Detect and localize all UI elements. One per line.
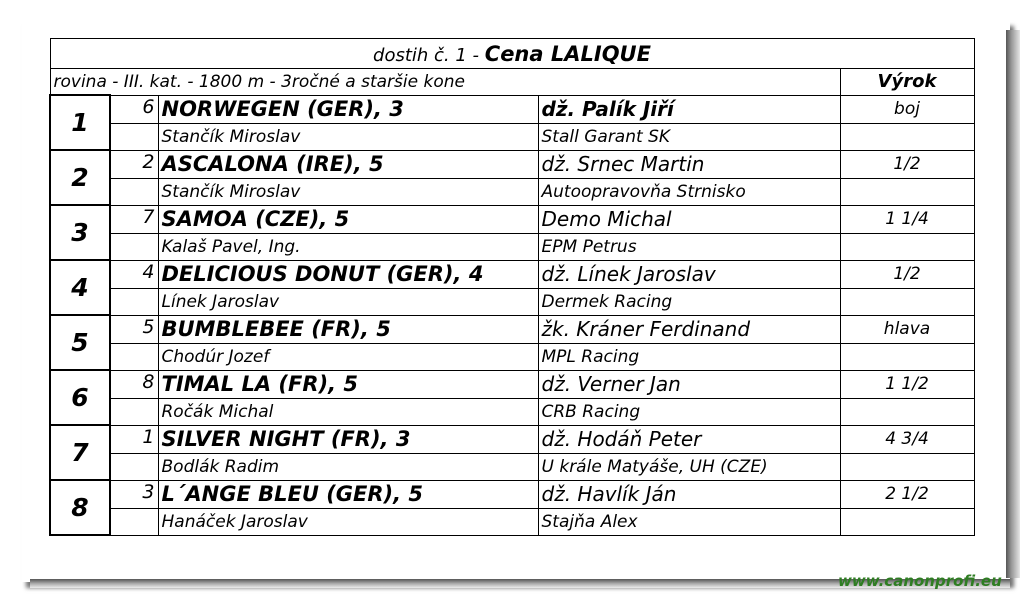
margin-spacer	[840, 178, 974, 205]
owner-name: Dermek Racing	[538, 288, 840, 315]
start-number: 3	[110, 480, 158, 508]
start-number: 7	[110, 205, 158, 233]
card-shadow-right	[1006, 30, 1020, 578]
jockey-name: dž. Hodáň Peter	[538, 425, 840, 453]
start-number: 8	[110, 370, 158, 398]
jockey-name: dž. Línek Jaroslav	[538, 260, 840, 288]
horse-name: NORWEGEN (GER), 3	[158, 95, 538, 123]
margin-spacer	[840, 453, 974, 480]
margin-spacer	[840, 123, 974, 150]
finish-margin: 4 3/4	[840, 425, 974, 453]
start-number-spacer	[110, 508, 158, 535]
horse-name: DELICIOUS DONUT (GER), 4	[158, 260, 538, 288]
owner-name: CRB Racing	[538, 398, 840, 425]
finish-margin: 1/2	[840, 260, 974, 288]
trainer-name: Kalaš Pavel, Ing.	[158, 233, 538, 260]
race-prefix: dostih č. 1 -	[373, 44, 485, 66]
result-row	[50, 260, 974, 288]
race-title	[50, 39, 974, 69]
result-row-detail	[50, 288, 974, 315]
result-row	[50, 370, 974, 398]
result-row	[50, 95, 974, 123]
finish-margin: boj	[840, 95, 974, 123]
result-row-detail	[50, 508, 974, 535]
start-number-spacer	[110, 343, 158, 370]
result-column-header: Výrok	[840, 69, 974, 96]
result-row	[50, 150, 974, 178]
finish-position: 1	[50, 95, 110, 150]
start-number-spacer	[110, 398, 158, 425]
jockey-name: dž. Srnec Martin	[538, 150, 840, 178]
result-row	[50, 315, 974, 343]
horse-name: SAMOA (CZE), 5	[158, 205, 538, 233]
finish-position: 6	[50, 370, 110, 425]
result-row	[50, 205, 974, 233]
start-number-spacer	[110, 453, 158, 480]
owner-name: Autoopravovňa Strnisko	[538, 178, 840, 205]
jockey-name: dž. Palík Jiří	[538, 95, 840, 123]
finish-position: 7	[50, 425, 110, 480]
finish-margin: hlava	[840, 315, 974, 343]
trainer-name: Ročák Michal	[158, 398, 538, 425]
finish-position: 3	[50, 205, 110, 260]
start-number-spacer	[110, 123, 158, 150]
result-row-detail	[50, 398, 974, 425]
start-number: 4	[110, 260, 158, 288]
horse-name: L´ANGE BLEU (GER), 5	[158, 480, 538, 508]
race-conditions-row	[50, 69, 974, 96]
margin-spacer	[840, 343, 974, 370]
start-number-spacer	[110, 288, 158, 315]
finish-margin: 1 1/2	[840, 370, 974, 398]
owner-name: EPM Petrus	[538, 233, 840, 260]
owner-name: Stall Garant SK	[538, 123, 840, 150]
horse-name: BUMBLEBEE (FR), 5	[158, 315, 538, 343]
race-conditions: rovina - III. kat. - 1800 m - 3ročné a staršie kone	[50, 69, 840, 96]
horse-name: TIMAL LA (FR), 5	[158, 370, 538, 398]
margin-spacer	[840, 288, 974, 315]
margin-spacer	[840, 398, 974, 425]
margin-spacer	[840, 508, 974, 535]
trainer-name: Línek Jaroslav	[158, 288, 538, 315]
trainer-name: Stančík Miroslav	[158, 178, 538, 205]
jockey-name: dž. Havlík Ján	[538, 480, 840, 508]
result-row-detail	[50, 123, 974, 150]
margin-spacer	[840, 233, 974, 260]
finish-position: 2	[50, 150, 110, 205]
result-row-detail	[50, 453, 974, 480]
finish-position: 4	[50, 260, 110, 315]
start-number: 1	[110, 425, 158, 453]
start-number-spacer	[110, 178, 158, 205]
result-row-detail	[50, 343, 974, 370]
watermark: www.canonprofi.eu	[838, 572, 1002, 590]
finish-position: 8	[50, 480, 110, 535]
start-number: 5	[110, 315, 158, 343]
result-row-detail	[50, 233, 974, 260]
finish-position: 5	[50, 315, 110, 370]
start-number: 2	[110, 150, 158, 178]
owner-name: Stajňa Alex	[538, 508, 840, 535]
trainer-name: Stančík Miroslav	[158, 123, 538, 150]
owner-name: U krále Matyáše, UH (CZE)	[538, 453, 840, 480]
race-results-table	[49, 38, 975, 536]
start-number: 6	[110, 95, 158, 123]
finish-margin: 1 1/4	[840, 205, 974, 233]
result-row	[50, 480, 974, 508]
trainer-name: Bodlák Radim	[158, 453, 538, 480]
race-name: Cena LALIQUE	[484, 41, 651, 66]
start-number-spacer	[110, 233, 158, 260]
race-title-row	[50, 39, 974, 69]
horse-name: ASCALONA (IRE), 5	[158, 150, 538, 178]
jockey-name: Demo Michal	[538, 205, 840, 233]
result-row-detail	[50, 178, 974, 205]
owner-name: MPL Racing	[538, 343, 840, 370]
finish-margin: 2 1/2	[840, 480, 974, 508]
jockey-name: dž. Verner Jan	[538, 370, 840, 398]
trainer-name: Chodúr Jozef	[158, 343, 538, 370]
finish-margin: 1/2	[840, 150, 974, 178]
result-row	[50, 425, 974, 453]
jockey-name: žk. Kráner Ferdinand	[538, 315, 840, 343]
horse-name: SILVER NIGHT (FR), 3	[158, 425, 538, 453]
trainer-name: Hanáček Jaroslav	[158, 508, 538, 535]
